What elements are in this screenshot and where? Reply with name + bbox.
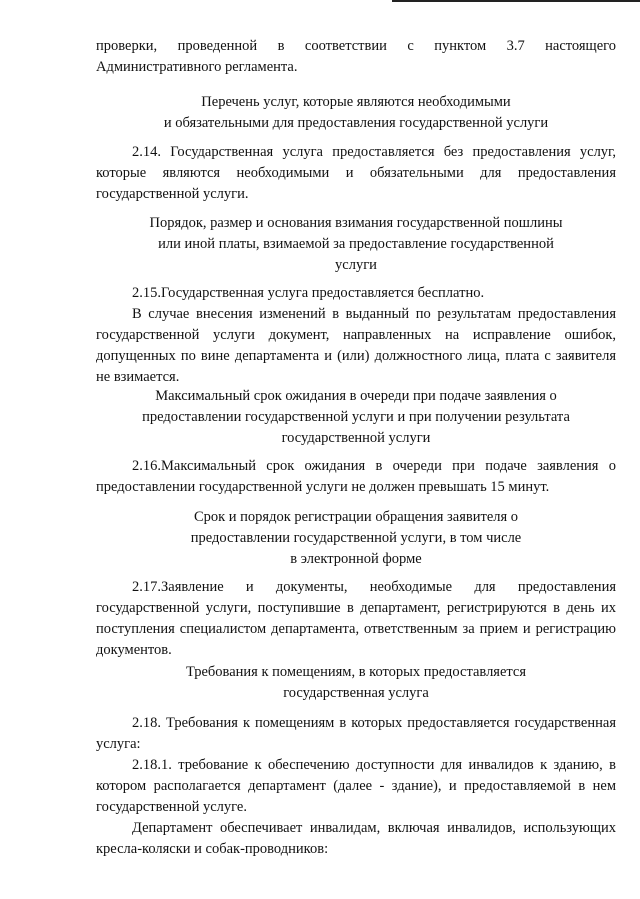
heading-premises bbox=[96, 662, 616, 704]
heading-line: Порядок, размер и основания взимания государственной пошлины bbox=[149, 215, 563, 231]
heading-line: Срок и порядок регистрации обращения заявителя о bbox=[193, 509, 519, 525]
heading-line: предоставлении государственной услуги, в том числе bbox=[190, 530, 522, 546]
paragraph-2-15: 2.15.Государственная услуга предоставляется бесплатно. bbox=[132, 285, 485, 301]
paragraph-2-17: 2.17.Заявление и документы, необходимые для предоставления государственной услуги, поступившие в департамент, регистрируются в день их поступления специалистом департамента, ответственным за прием и регистрацию документов. bbox=[96, 579, 616, 658]
paragraph-2-15-changes: В случае внесения изменений в выданный по результатам предоставления государственной услуги документ, направленных на исправление ошибок, допущенных по вине департамента и (или) должностного лица, плата с заявителя не взимается. bbox=[96, 306, 616, 385]
heading-fee bbox=[96, 213, 616, 276]
paragraph-2-18: 2.18. Требования к помещениям в которых предоставляется государственная услуга: bbox=[96, 715, 616, 752]
heading-line: в электронной форме bbox=[290, 551, 422, 567]
heading-line: и обязательными для предоставления государственной услуги bbox=[163, 115, 549, 131]
top-rule bbox=[392, 0, 640, 2]
paragraph-2-18-1: 2.18.1. требование к обеспечению доступности для инвалидов к зданию, в котором располагается департамент (далее - здание), и предоставляемой в нем государственной услуге. bbox=[96, 757, 616, 815]
paragraph-2-16: 2.16.Максимальный срок ожидания в очереди при подаче заявления о предоставлении государственной услуги не должен превышать 15 минут. bbox=[96, 458, 616, 495]
heading-line: предоставлении государственной услуги и при получении результата bbox=[142, 409, 570, 425]
paragraph-intro: проверки, проведенной в соответствии с пунктом 3.7 настоящего Административного регламента. bbox=[96, 38, 616, 75]
heading-services-list bbox=[96, 92, 616, 134]
paragraph-department: Департамент обеспечивает инвалидам, включая инвалидов, использующих кресла-коляски и собак-проводников: bbox=[96, 820, 616, 857]
heading-registration bbox=[96, 507, 616, 570]
heading-line: Перечень услуг, которые являются необходимыми bbox=[201, 94, 511, 110]
heading-line: государственной услуги bbox=[281, 430, 431, 446]
heading-line: Требования к помещениям, в которых предоставляется bbox=[185, 664, 527, 680]
paragraph-2-14: 2.14. Государственная услуга предоставляется без предоставления услуг, которые являются необходимыми и обязательными для предоставления государственной услуги. bbox=[96, 144, 616, 202]
heading-line: или иной платы, взимаемой за предоставление государственной bbox=[158, 236, 554, 252]
heading-line: услуги bbox=[335, 257, 377, 273]
heading-line: государственная услуга bbox=[283, 685, 429, 701]
heading-line: Максимальный срок ожидания в очереди при подаче заявления о bbox=[155, 388, 557, 404]
heading-queue-time bbox=[96, 386, 616, 449]
